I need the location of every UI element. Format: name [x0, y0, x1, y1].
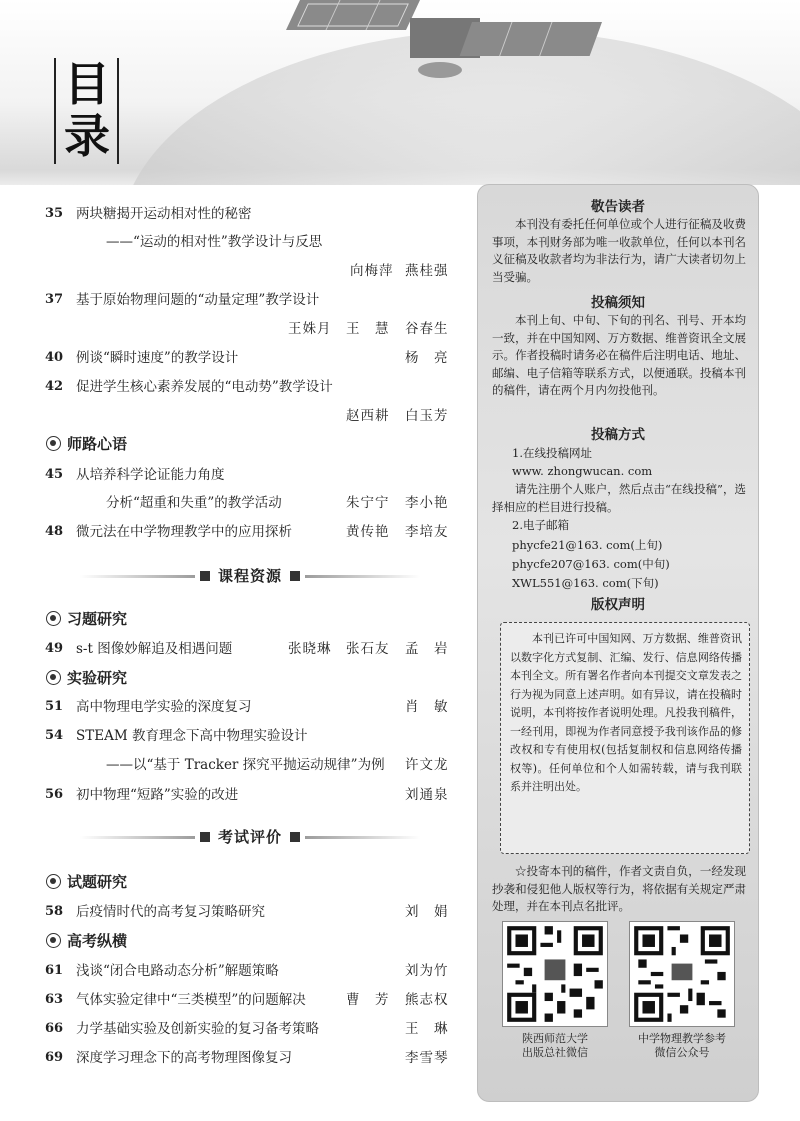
article-title: 力学基础实验及创新实验的复习备考策略: [76, 1021, 319, 1037]
qr-pattern-icon: [503, 922, 607, 1026]
title-bar-right: [117, 58, 119, 164]
email-link[interactable]: phycfe21@163. com(上旬): [512, 538, 663, 552]
notice-text: 本刊没有委托任何单位或个人进行征稿及收费事项，本刊财务部为唯一收款单位，任何以本刊名义征稿及收款者均为非法行为，请广大读者切勿上当受骗。: [492, 217, 746, 284]
author: 王 琳: [405, 1021, 449, 1037]
author: 张石友: [346, 641, 390, 657]
method-online-label: 1.在线投稿网址: [512, 446, 592, 460]
page-number: 66: [45, 1021, 64, 1036]
article-title: 深度学习理念下的高考物理图像复习: [76, 1050, 292, 1066]
author: 张晓琳: [288, 641, 332, 657]
page-number: 35: [45, 206, 64, 221]
author: 燕桂强: [405, 263, 449, 279]
copyright-text: 本刊已许可中国知网、万方数据、维普资讯以数字化方式复制、汇编、发行、信息网络传播本刊全文。所有署名作者向本刊提交文章发表之行为视为同意上述声明。如有异议，请在投稿时说明，本刊将按作者说明处理。凡投我刊稿件，一经刊用，即视为作者同意授予我刊该作品的修改权和专有使用权(包括复制权和信息网络传播权等)。任何单位和个人如需转载，请与我刊联系并注明出处。: [510, 632, 742, 793]
section-heading-shiti: 试题研究: [46, 872, 127, 892]
submit-title: 投稿须知: [591, 295, 645, 311]
qr-code-publisher[interactable]: [502, 921, 608, 1027]
article-title: 微元法在中学物理教学中的应用探析: [76, 524, 292, 540]
article-title: 基于原始物理问题的“动量定理”教学设计: [76, 292, 320, 308]
method-email-label: 2.电子邮箱: [512, 518, 569, 532]
header-banner: [0, 0, 800, 185]
submission-url-link[interactable]: www. zhongwucan. com: [512, 464, 653, 478]
author: 肖 敏: [405, 699, 449, 715]
page-number: 61: [45, 963, 64, 978]
page-number: 48: [45, 524, 64, 539]
author: 刘为竹: [405, 963, 449, 979]
section-heading-shiyan: 实验研究: [46, 668, 127, 688]
author: 王 慧: [346, 321, 390, 337]
page-number: 51: [45, 699, 64, 714]
qr-code-wechat[interactable]: [629, 921, 735, 1027]
page-number: 58: [45, 904, 64, 919]
bullet-circle-icon: [46, 436, 61, 451]
page-number: 42: [45, 379, 64, 394]
page-number: 37: [45, 292, 64, 307]
author: 谷春生: [405, 321, 449, 337]
author: 王姝月: [288, 321, 332, 337]
article-title: s-t 图像妙解追及相遇问题: [76, 641, 233, 657]
author: 许文龙: [405, 757, 449, 773]
notice-title: 敬告读者: [591, 199, 645, 215]
satellite-icon: [0, 0, 800, 185]
bullet-circle-icon: [46, 933, 61, 948]
article-subtitle: 分析“超重和失重”的教学活动: [106, 495, 282, 511]
bullet-circle-icon: [46, 670, 61, 685]
article-subtitle: ——以“基于 Tracker 探究平抛运动规律”为例: [106, 757, 385, 773]
author: 刘通泉: [405, 787, 449, 803]
article-title: 高中物理电学实验的深度复习: [76, 699, 252, 715]
section-heading-gaokao: 高考纵横: [46, 931, 127, 951]
submit-text: 本刊上旬、中旬、下旬的刊名、刊号、开本均一致，并在中国知网、万方数据、维普资讯全文展示。作者投稿时请务必在稿件后注明电话、地址、邮编、电子信箱等联系方式，以便通联。投稿本刊的稿件，请在两个月内勿投他刊。: [492, 313, 746, 397]
copyright-title: 版权声明: [591, 597, 645, 613]
page-number: 49: [45, 641, 64, 656]
method-title: 投稿方式: [591, 427, 645, 443]
article-title: 两块糖揭开运动相对性的秘密: [76, 206, 252, 222]
bullet-circle-icon: [46, 611, 61, 626]
author: 赵西耕: [346, 408, 390, 424]
section-heading-xiti: 习题研究: [46, 609, 127, 629]
author: 黄传艳: [346, 524, 390, 540]
page-number: 56: [45, 787, 64, 802]
page-number: 54: [45, 728, 64, 743]
bullet-circle-icon: [46, 874, 61, 889]
page-number: 69: [45, 1050, 64, 1065]
page-number: 63: [45, 992, 64, 1007]
article-title: 初中物理“短路”实验的改进: [76, 787, 239, 803]
article-subtitle: ——“运动的相对性”教学设计与反思: [106, 234, 323, 250]
article-title: STEAM 教育理念下高中物理实验设计: [76, 728, 308, 744]
author: 刘 娟: [405, 904, 449, 920]
author: 曹 芳: [346, 992, 390, 1008]
category-banner-kecheng: 课程资源: [80, 565, 420, 587]
author: 向梅萍: [350, 263, 394, 279]
qr-pattern-icon: [630, 922, 734, 1026]
article-title: 气体实验定律中“三类模型”的问题解决: [76, 992, 306, 1008]
page-title-char-2: 录: [64, 109, 110, 163]
title-bar-left: [54, 58, 56, 164]
category-banner-kaoshi: 考试评价: [80, 826, 420, 848]
page-number: 40: [45, 350, 64, 365]
article-title: 后疫情时代的高考复习策略研究: [76, 904, 265, 920]
author: 李培友: [405, 524, 449, 540]
author: 李雪琴: [405, 1050, 449, 1066]
article-title: 例谈“瞬时速度”的教学设计: [76, 350, 239, 366]
article-title: 浅谈“闭合电路动态分析”解题策略: [76, 963, 279, 979]
qr-caption-left: 陕西师范大学 出版总社微信: [522, 1032, 588, 1059]
author: 朱宁宁: [346, 495, 390, 511]
author: 杨 亮: [405, 350, 449, 366]
method-online-note: 请先注册个人账户，然后点击“在线投稿”，选择相应的栏目进行投稿。: [492, 482, 746, 514]
page-title-char-1: 目: [64, 57, 110, 111]
email-link[interactable]: phycfe207@163. com(中旬): [512, 557, 670, 571]
section-heading-shilu: 师路心语: [46, 434, 127, 454]
author: 孟 岩: [405, 641, 449, 657]
qr-caption-right: 中学物理教学参考 微信公众号: [638, 1032, 726, 1059]
page-number: 45: [45, 467, 64, 482]
email-link[interactable]: XWL551@163. com(下旬): [512, 576, 659, 590]
author: 熊志权: [405, 992, 449, 1008]
article-title: 促进学生核心素养发展的“电动势”教学设计: [76, 379, 333, 395]
author: 李小艳: [405, 495, 449, 511]
article-title: 从培养科学论证能力角度: [76, 467, 225, 483]
author: 白玉芳: [405, 408, 449, 424]
warning-text: ☆投寄本刊的稿件，作者文责自负，一经发现抄袭和侵犯他人版权等行为，将依据有关规定严肃处理，并在本刊点名批评。: [492, 864, 746, 913]
